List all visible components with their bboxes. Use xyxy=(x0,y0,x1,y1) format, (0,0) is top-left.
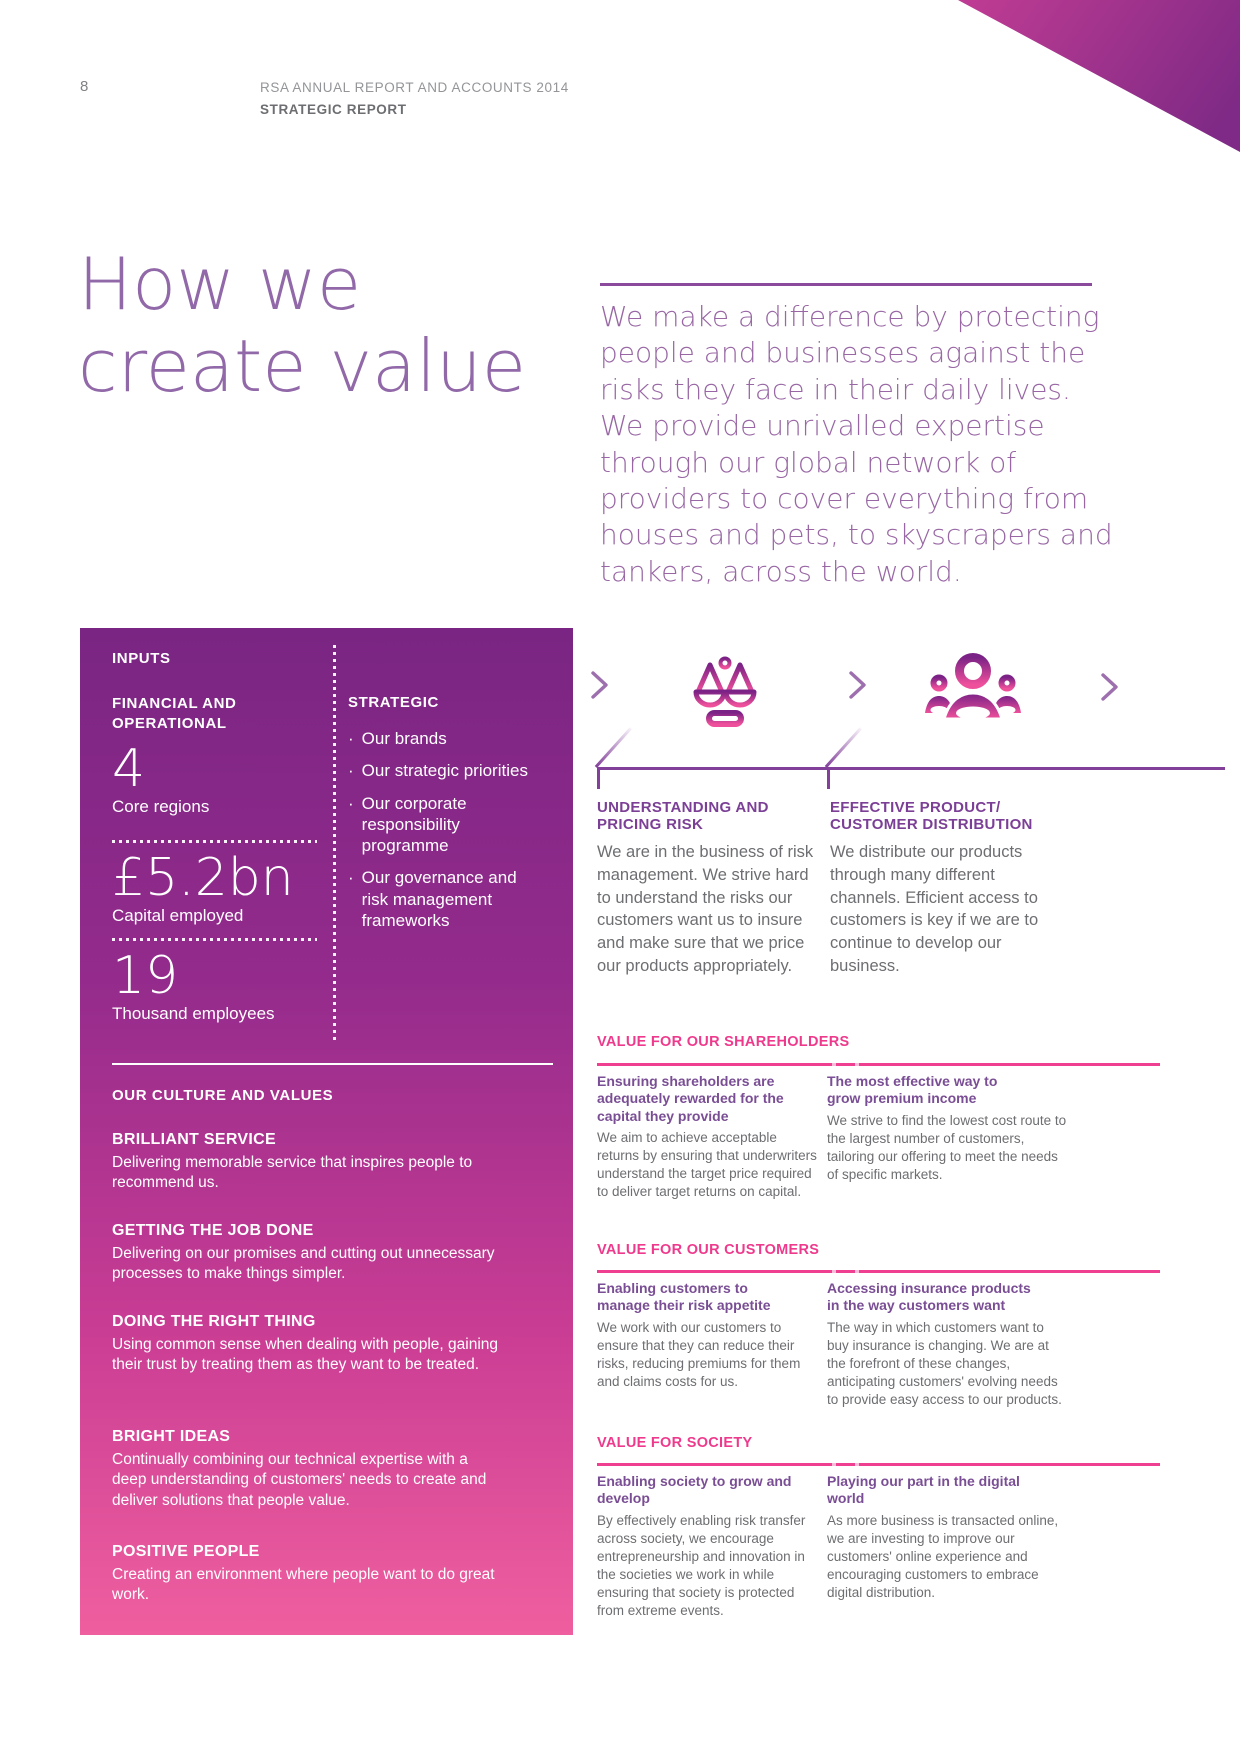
stat-label: Thousand employees xyxy=(112,1004,275,1023)
culture-value: GETTING THE JOB DONE Delivering on our promises and cutting out unnecessary processes to make things simpler. xyxy=(112,1222,495,1283)
stat-capital-employed xyxy=(112,848,294,926)
scales-of-justice-icon xyxy=(688,650,762,730)
stat-core-regions xyxy=(112,739,210,817)
stat-label: Capital employed xyxy=(112,906,244,925)
value-column: Ensuring shareholders are adequately rewarded for the capital they provide We aim to achieve acceptable returns by ensuring that underwriters understand the target price required to deliver target returns on capital. xyxy=(597,1073,817,1200)
value-column: Playing our part in the digital world As more business is transacted online, we are investing to improve our customers' online experience and encouraging customers to embrace digital distribution. xyxy=(827,1473,1059,1601)
value-section-rule xyxy=(597,1063,1160,1066)
culture-value: DOING THE RIGHT THING Using common sense when dealing with people, gaining their trust by treating them as they want to be treated. xyxy=(112,1313,499,1374)
culture-value: BRIGHT IDEAS Continually combining our technical expertise with a deep understanding of customers' needs to create and deliver solutions that people value. xyxy=(112,1428,487,1509)
flow-baseline xyxy=(597,767,1225,770)
page-title xyxy=(78,243,548,407)
stat-value: 19 xyxy=(112,946,179,1006)
list-item: · Our governance and risk management frameworks xyxy=(348,868,517,930)
culture-value: BRILLIANT SERVICE Delivering memorable service that inspires people to recommend us. xyxy=(112,1131,473,1192)
bullet-marker: · xyxy=(348,793,354,813)
flow-tick xyxy=(827,767,830,789)
report-title: RSA ANNUAL REPORT AND ACCOUNTS 2014 xyxy=(260,80,569,95)
value-section-heading: VALUE FOR SOCIETY xyxy=(597,1435,753,1451)
stage-effective-distribution: EFFECTIVE PRODUCT/ CUSTOMER DISTRIBUTION We distribute our products through many different channels. Efficient access to customers is key if we are to continue to develop our business. xyxy=(830,799,1039,975)
dotted-divider xyxy=(112,840,317,843)
value-section-rule xyxy=(597,1270,1160,1273)
value-column: The most effective way to grow premium income We strive to find the lowest cost route to the largest number of customers, tailoring our offering to meet the needs of specific markets. xyxy=(827,1073,1067,1182)
bullet-marker: · xyxy=(348,761,354,781)
strategic-heading: STRATEGIC xyxy=(348,694,439,711)
value-section-heading: VALUE FOR OUR CUSTOMERS xyxy=(597,1242,820,1258)
report-section-label: STRATEGIC REPORT xyxy=(260,102,407,117)
intro-paragraph: We make a difference by protecting people and businesses against the risks they face in their daily lives. We provide unrivalled expertise through our global network of providers to cover everything from houses and pets, to skyscrapers and tankers, across the world. xyxy=(600,300,1113,588)
value-column: Accessing insurance products in the way customers want The way in which customers want to buy insurance is changing. We are at the forefront of these changes, anticipating customers' evolving needs to provide easy access to our products. xyxy=(827,1280,1062,1408)
stat-value: 4 xyxy=(112,739,146,799)
page-number: 8 xyxy=(80,78,89,95)
value-section-rule xyxy=(597,1463,1160,1466)
value-section-heading: VALUE FOR OUR SHAREHOLDERS xyxy=(597,1034,850,1050)
flow-diagonal xyxy=(595,727,632,768)
inputs-panel xyxy=(80,628,573,1635)
bullet-marker: · xyxy=(348,868,354,888)
chevron-right-icon xyxy=(590,670,610,700)
culture-heading: OUR CULTURE AND VALUES xyxy=(112,1087,334,1104)
chevron-right-icon xyxy=(848,670,868,700)
people-group-icon xyxy=(925,650,1021,730)
flow-tick xyxy=(597,767,600,789)
strategic-list xyxy=(348,728,528,942)
list-item: · Our brands xyxy=(348,729,447,748)
stage-understanding-pricing-risk: UNDERSTANDING AND PRICING RISK We are in the business of risk management. We strive hard to understand the risks our customers want us to insure and make sure that we price our products appropriately. xyxy=(597,799,814,975)
flow-diagonal xyxy=(825,727,862,768)
page-title-line2: create value xyxy=(78,324,527,409)
financial-operational-heading: FINANCIAL AND OPERATIONAL xyxy=(112,695,237,733)
bullet-marker: · xyxy=(348,729,354,748)
intro-rule xyxy=(600,283,1092,286)
stat-label: Core regions xyxy=(112,797,210,816)
page-title-line1: How we xyxy=(78,242,362,326)
inputs-heading: INPUTS xyxy=(112,650,171,667)
culture-value: POSITIVE PEOPLE Creating an environment where people want to do great work. xyxy=(112,1543,495,1604)
culture-divider-rule xyxy=(112,1063,553,1065)
chevron-right-icon xyxy=(1100,672,1120,702)
stat-value: £5.2bn xyxy=(112,848,294,908)
value-column: Enabling society to grow and develop By effectively enabling risk transfer across society, we encourage entrepreneurship and innovation in the societies we work in while ensuring that society is protected from extreme events. xyxy=(597,1473,806,1619)
corner-triangle-decoration xyxy=(958,0,1240,152)
stat-employees xyxy=(112,946,275,1024)
dotted-divider xyxy=(112,938,317,941)
dotted-column-divider xyxy=(333,645,336,1040)
list-item: · Our corporate responsibility programme xyxy=(348,793,467,855)
value-column: Enabling customers to manage their risk appetite We work with our customers to ensure that they can reduce their risks, reducing premiums for them and claims costs for us. xyxy=(597,1280,801,1389)
list-item: · Our strategic priorities xyxy=(348,761,528,781)
